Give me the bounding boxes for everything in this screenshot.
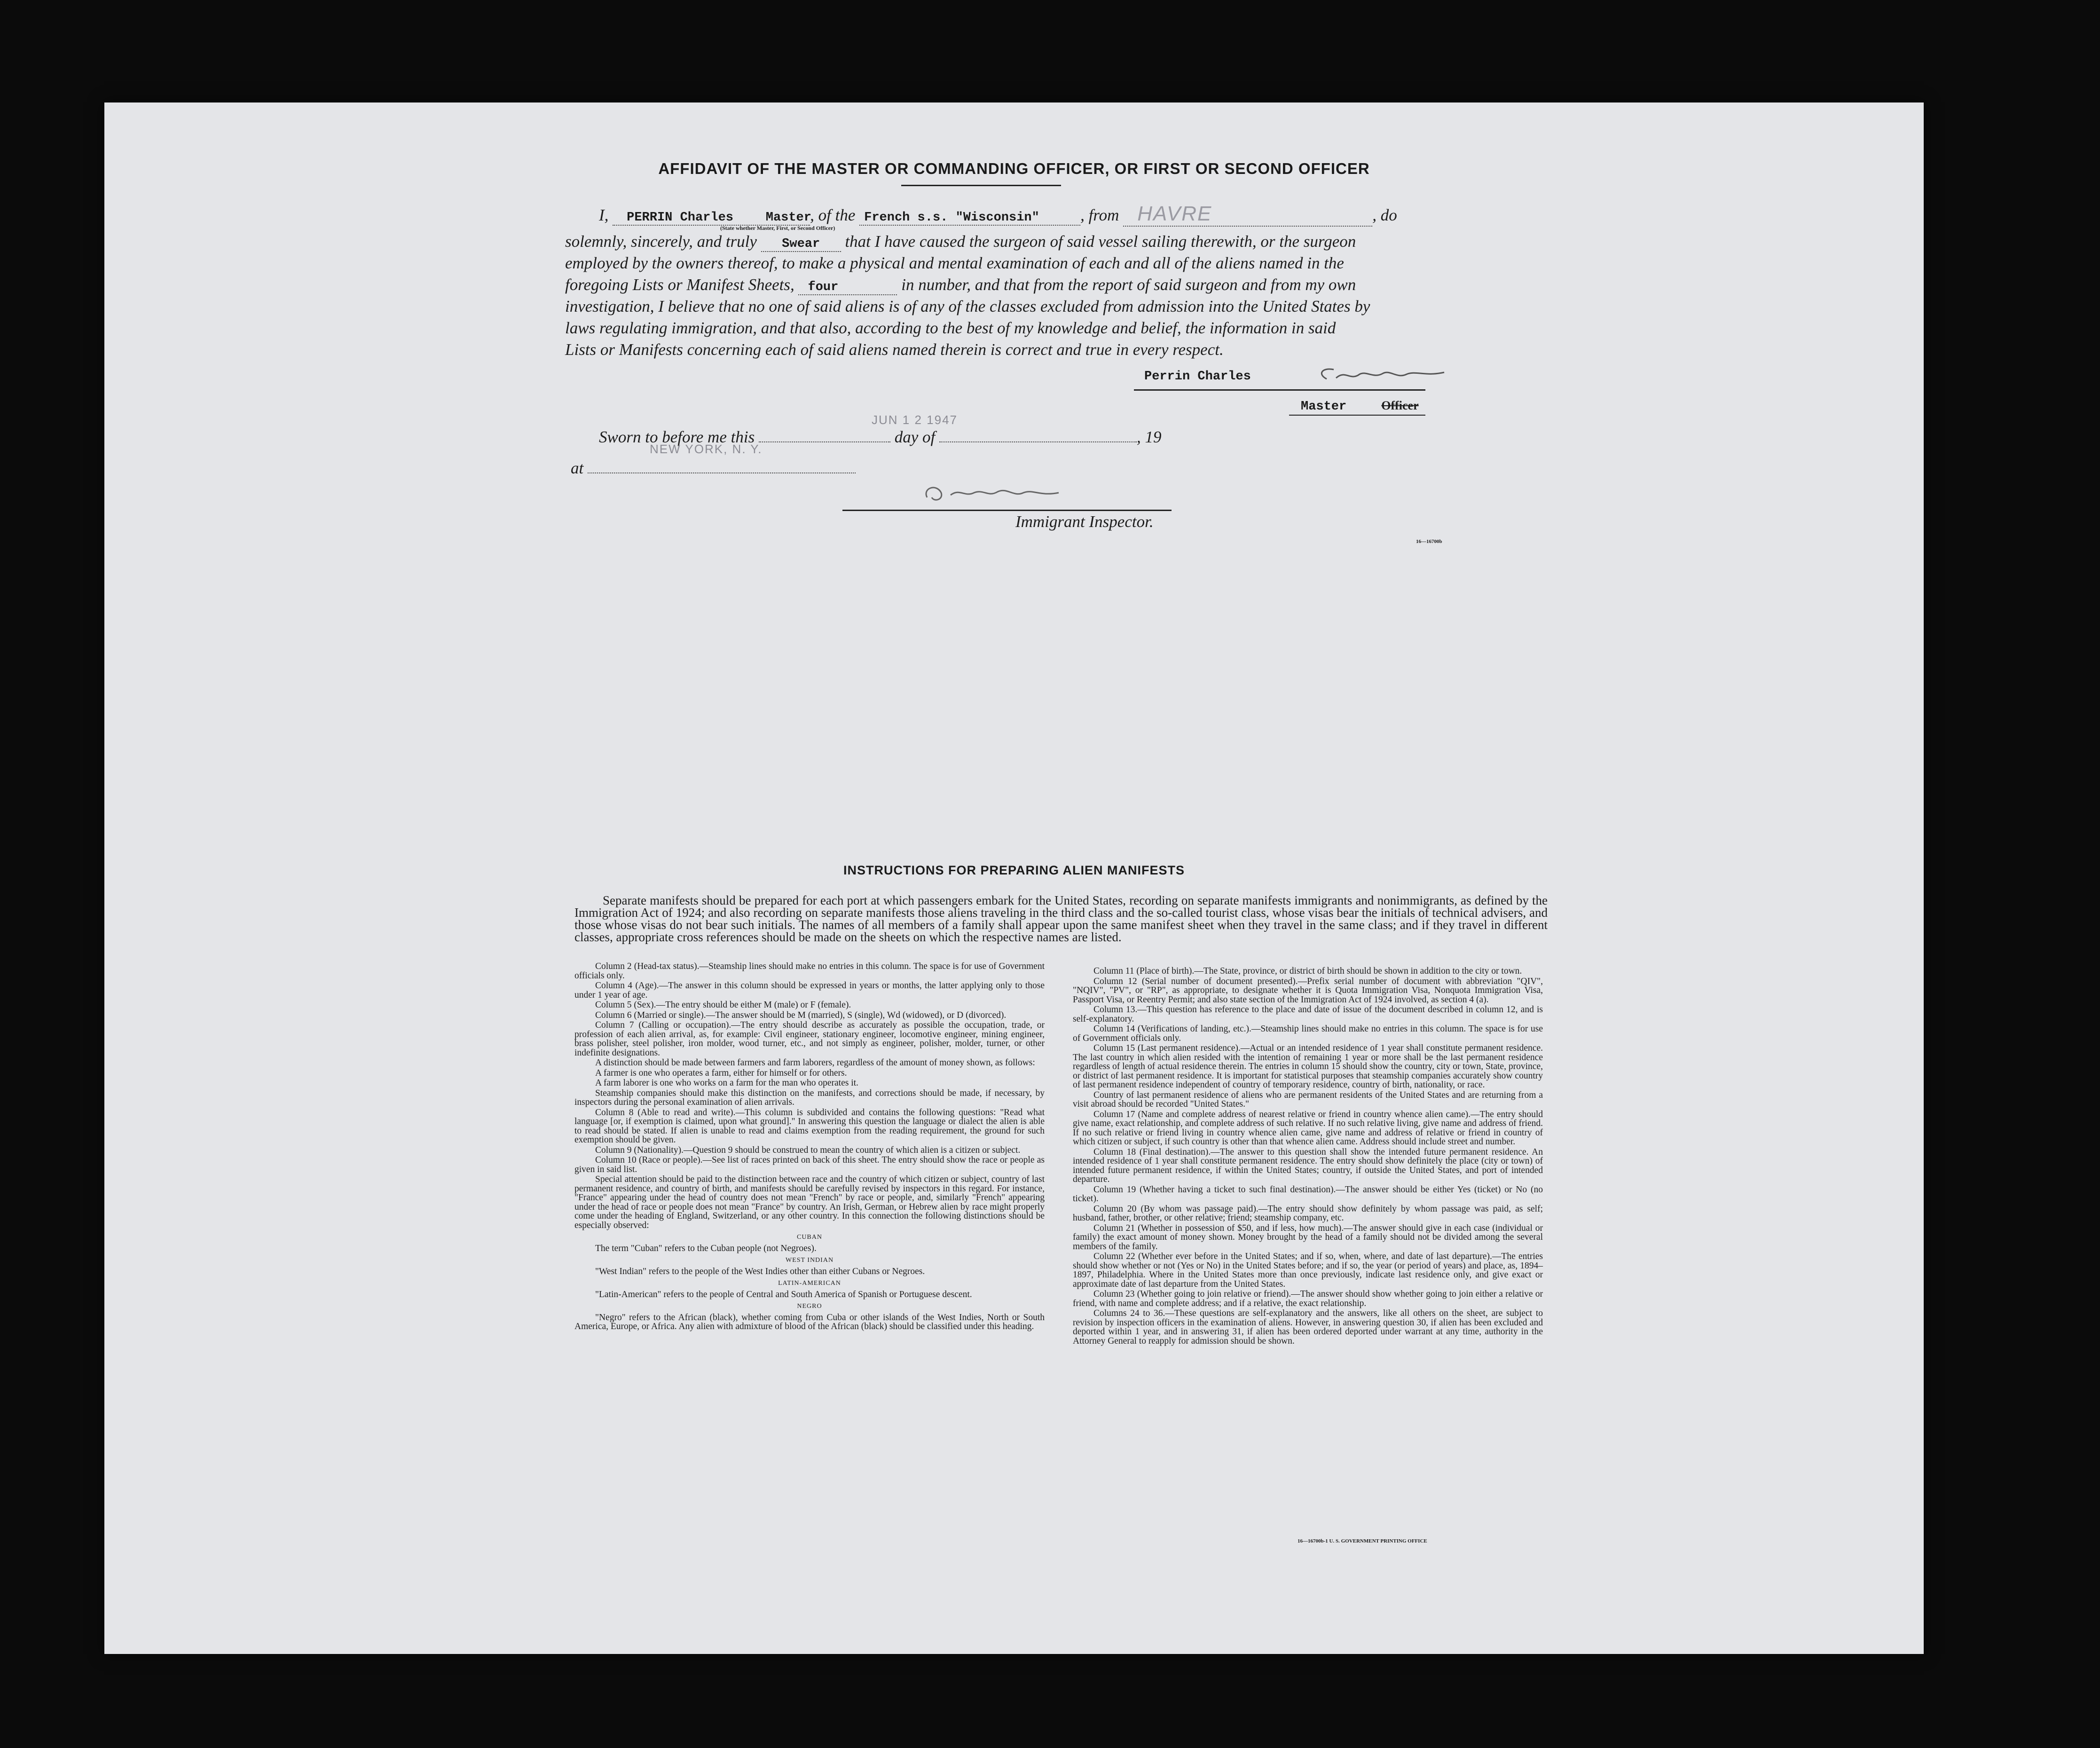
oath-type: Swear <box>782 237 820 251</box>
instruction-paragraph: Country of last permanent residence of aliens who are permanent residents of the United States and are returning from a visit abroad should be recorded "United States." <box>1073 1090 1543 1109</box>
instructions-title: INSTRUCTIONS FOR PREPARING ALIEN MANIFESTS <box>843 863 1185 877</box>
affidavit-line-4: foregoing Lists or Manifest Sheets, four in number, and that from the report of said surgeon and from my own <box>565 276 1356 294</box>
officer-name: PERRIN Charles <box>627 211 733 225</box>
officer-title: Master Officer <box>1301 399 1419 414</box>
instruction-paragraph: Column 11 (Place of birth).—The State, province, or district of birth should be shown in addition to the city or town. <box>1093 966 1522 976</box>
affidavit-line-7: Lists or Manifests concerning each of said aliens named therein is correct and true in every respect. <box>565 340 1224 359</box>
at-line: at <box>571 459 856 478</box>
affidavit-line-5: investigation, I believe that no one of said aliens is of any of the classes excluded from admission into the United States by <box>565 297 1370 315</box>
instruction-paragraph: Column 10 (Race or people).—See list of races printed on back of this sheet. The entry should show the race or people as given in said list. <box>574 1155 1045 1174</box>
instruction-paragraph: Column 12 (Serial number of document presented).—Prefix serial number of document with abbreviation "QIV", "NQIV", "PV", or "RP", as appropriate, to designate whether it is Quota Immigration Visa, Nonquota Immigration Visa, Passport Visa, or Reentry Permit; and also state section of the Immigration Act of 1924 involved, as section 4 (a). <box>1073 976 1543 1005</box>
instruction-paragraph: Column 13.—This question has reference to the place and date of issue of the document described in column 12, and is self-explanatory. <box>1073 1005 1543 1024</box>
affidavit-line-1: I, PERRIN Charles Master, of the French s.s. "Wisconsin" , from HAVRE , do <box>599 202 1397 227</box>
printing-office-code: 16—16700b-1 U. S. GOVERNMENT PRINTING OFFICE <box>1298 1538 1427 1544</box>
place-stamp: NEW YORK, N. Y. <box>650 442 763 456</box>
inspector-signature-line <box>842 510 1172 511</box>
instruction-paragraph: Column 9 (Nationality).—Question 9 should be construed to mean the country of which alien is a citizen or subject. <box>595 1145 1021 1155</box>
signature-line <box>1134 389 1425 391</box>
affidavit-line-2: solemnly, sincerely, and truly Swear that I have caused the surgeon of said vessel sailing therewith, or the surgeon <box>565 232 1356 251</box>
instruction-paragraph: Column 6 (Married or single).—The answer should be M (married), S (single), Wd (widowed), or D (divorced). <box>595 1010 1007 1020</box>
inspector-label: Immigrant Inspector. <box>1015 512 1154 531</box>
negro-heading: NEGRO <box>797 1303 822 1310</box>
latin-american-definition: "Latin-American" refers to the people of Central and South America of Spanish or Portuguese descent. <box>595 1289 972 1299</box>
instruction-paragraph: Column 4 (Age).—The answer in this column should be expressed in years or months, the latter applying only to those under 1 year of age. <box>574 981 1045 1000</box>
instruction-paragraph: Column 21 (Whether in possession of $50, and if less, how much).—The answer should give in each case (individual or family) the exact amount of money shown. Money brought by the head of a family should not be divided among the several members of the family. <box>1073 1223 1543 1252</box>
affidavit-line-3: employed by the owners thereof, to make a physical and mental examination of each and all of the aliens named in the <box>565 254 1344 272</box>
instruction-paragraph: Column 17 (Name and complete address of nearest relative or friend in country whence alien came).—The entry should give name, exact relationship, and complete address of such relative. If no such relative living, give name and address of friend. If no such relative or friend living in country whence alien came, give name and address of relative or friend in country of which citizen or subject, if such country is other than that whence alien came. Address should include street and number. <box>1073 1109 1543 1147</box>
inspector-signature <box>918 479 1068 512</box>
west-indian-definition: "West Indian" refers to the people of the West Indies other than either Cubans or Negroes. <box>595 1266 925 1276</box>
instruction-paragraph: Column 20 (By whom was passage paid).—The entry should show definitely by whom passage was paid, as self; husband, father, brother, or other relative; friend; steamship company, etc. <box>1073 1204 1543 1223</box>
title-line <box>1289 415 1425 416</box>
signer-typed-name: Perrin Charles <box>1144 370 1251 384</box>
master-signature <box>1308 360 1449 393</box>
instruction-paragraph: A distinction should be made between farmers and farm laborers, regardless of the amount of money shown, as follows: <box>595 1058 1035 1068</box>
sworn-line: Sworn to before me this day of , 19 <box>599 428 1162 446</box>
instruction-paragraph: A farmer is one who operates a farm, either for himself or for others. <box>595 1068 847 1078</box>
instructions-right-column <box>1073 967 1543 1346</box>
cuban-heading: CUBAN <box>796 1234 822 1241</box>
instructions-left-column <box>574 962 1045 1332</box>
instruction-paragraph: Steamship companies should make this distinction on the manifests, and corrections should be made, if necessary, by inspectors during the personal examination of alien arrivals. <box>574 1088 1045 1107</box>
negro-definition: "Negro" refers to the African (black), whether coming from Cuba or other islands of the West Indies, North or South America, Europe, or Africa. Any alien with admixture of blood of the African (black) should be classified under this heading. <box>574 1312 1045 1331</box>
rank-note: (State whether Master, First, or Second Officer) <box>720 225 835 231</box>
instruction-paragraph: Column 2 (Head-tax status).—Steamship lines should make no entries in this column. The space is for use of Government officials only. <box>574 961 1045 981</box>
instruction-paragraph: Column 22 (Whether ever before in the United States; and if so, when, where, and date of last departure).—The entries should show whether or not (Yes or No) in the United States before; and if so, the year (or period of years) and place, as, 1894–1897, Philadelphia. Where in the United States more than once previously, indicate last residence only, and give exact or approximate date of last departure from the United States. <box>1073 1252 1543 1289</box>
instruction-paragraph: Column 14 (Verifications of landing, etc.).—Steamship lines should make no entries in this column. The space is for use of Government officials only. <box>1073 1024 1543 1043</box>
form-code: 16—16700b <box>1416 539 1442 544</box>
instruction-paragraph: Column 5 (Sex).—The entry should be either M (male) or F (female). <box>595 1000 851 1010</box>
departure-port: HAVRE <box>1137 202 1212 225</box>
instruction-paragraph: Column 7 (Calling or occupation).—The entry should describe as accurately as possible the occupation, trade, or profession of each alien arrival, as, for example: Civil engineer, stationary engineer, locomotive engineer, mining engineer, brass polisher, steel polisher, iron molder, wood turner, etc., and not simply as engineer, polisher, molder, turner, or other indefinite designations. <box>574 1020 1045 1058</box>
cuban-definition: The term "Cuban" refers to the Cuban people (not Negroes). <box>595 1243 817 1253</box>
instruction-paragraph: Columns 24 to 36.—These questions are self-explanatory and the answers, like all others on the sheet, are subject to revision by inspection officers in the examination of aliens. However, in answering question 30, if alien has been excluded and deported within 1 year, and in answering 31, if alien has been ordered deported under warrant at any time, authority in the Attorney General to reapply for admission should be shown. <box>1073 1308 1543 1346</box>
title-rule <box>901 185 1061 186</box>
instruction-paragraph: Special attention should be paid to the distinction between race and the country of which citizen or subject, country of last permanent residence, and country of birth, and manifests should be carefully revised by inspectors in this regard. For instance, "France" appearing under the head of country does not mean "French" by race or people, and, similarly "French" appearing under the head of race or people does not mean "France" by country. An Irish, German, or Hebrew alien by race might properly come under the heading of England, Switzerland, or any other country. In this connection the following distinctions should be especially observed: <box>574 1174 1045 1230</box>
officer-rank: Master <box>765 211 811 225</box>
instruction-paragraph: Column 18 (Final destination).—The answer to this question shall show the intended future permanent residence. An intended residence of 1 year shall constitute permanent residence. The entry should show definitely the place (city or town) of intended future permanent residence, if within the United States; country, if outside the United States, and port of intended departure. <box>1073 1147 1543 1184</box>
affidavit-title: AFFIDAVIT OF THE MASTER OR COMMANDING OFFICER, OR FIRST OR SECOND OFFICER <box>658 160 1370 177</box>
west-indian-heading: WEST INDIAN <box>785 1257 834 1264</box>
date-stamp: JUN 1 2 1947 <box>872 413 958 427</box>
instruction-paragraph: Column 19 (Whether having a ticket to such final destination).—The answer should be either Yes (ticket) or No (no ticket). <box>1073 1184 1543 1204</box>
instruction-paragraph: Column 15 (Last permanent residence).—Actual or an intended residence of 1 year shall constitute permanent residence. The last country in which alien resided with the intention of remaining 1 year or more shall be the last permanent residence regardless of length of actual residence therein. The entries in column 15 should show the country, city or town, State, province, or district of last permanent residence. It is important for statistical purposes that steamship companies accurately show country of last permanent residence independent of country of temporary residence, country of birth, nationality, or race. <box>1073 1043 1543 1090</box>
latin-american-heading: LATIN-AMERICAN <box>778 1280 841 1287</box>
instructions-intro: Separate manifests should be prepared for each port at which passengers embark for the United States, recording on separate manifests immigrants and nonimmigrants, as defined by the Immigration Act of 1924; and also recording on separate manifests those aliens traveling in the third class and the so-called tourist class, whose visas bear the initials of technical advisers, and those whose visas do not bear such initials. The names of all members of a family shall appear upon the same manifest sheet when they travel in the same class; and if they travel in different classes, appropriate cross references should be made on the sheets on which the respective names are listed. <box>574 893 1548 944</box>
instruction-paragraph: A farm laborer is one who works on a farm for the man who operates it. <box>595 1078 858 1088</box>
manifest-sheet <box>104 102 1924 1654</box>
instruction-paragraph: Column 8 (Able to read and write).—This column is subdivided and contains the following questions: "Read what language [or, if exemption is claimed, upon what ground]." In answering this question the language or dialect the alien is able to read should be stated. If alien is unable to read and claims exemption from the reading requirement, the ground for such exemption should be given. <box>574 1107 1045 1145</box>
affidavit-line-6: laws regulating immigration, and that also, according to the best of my knowledge and belief, the information in said <box>565 319 1336 337</box>
ship-name: French s.s. "Wisconsin" <box>864 211 1039 225</box>
instruction-paragraph: Column 23 (Whether going to join relative or friend).—The answer should show whether going to join either a relative or friend, with name and complete address; and if a relative, the exact relationship. <box>1073 1289 1543 1308</box>
sheet-count: four <box>808 280 839 294</box>
